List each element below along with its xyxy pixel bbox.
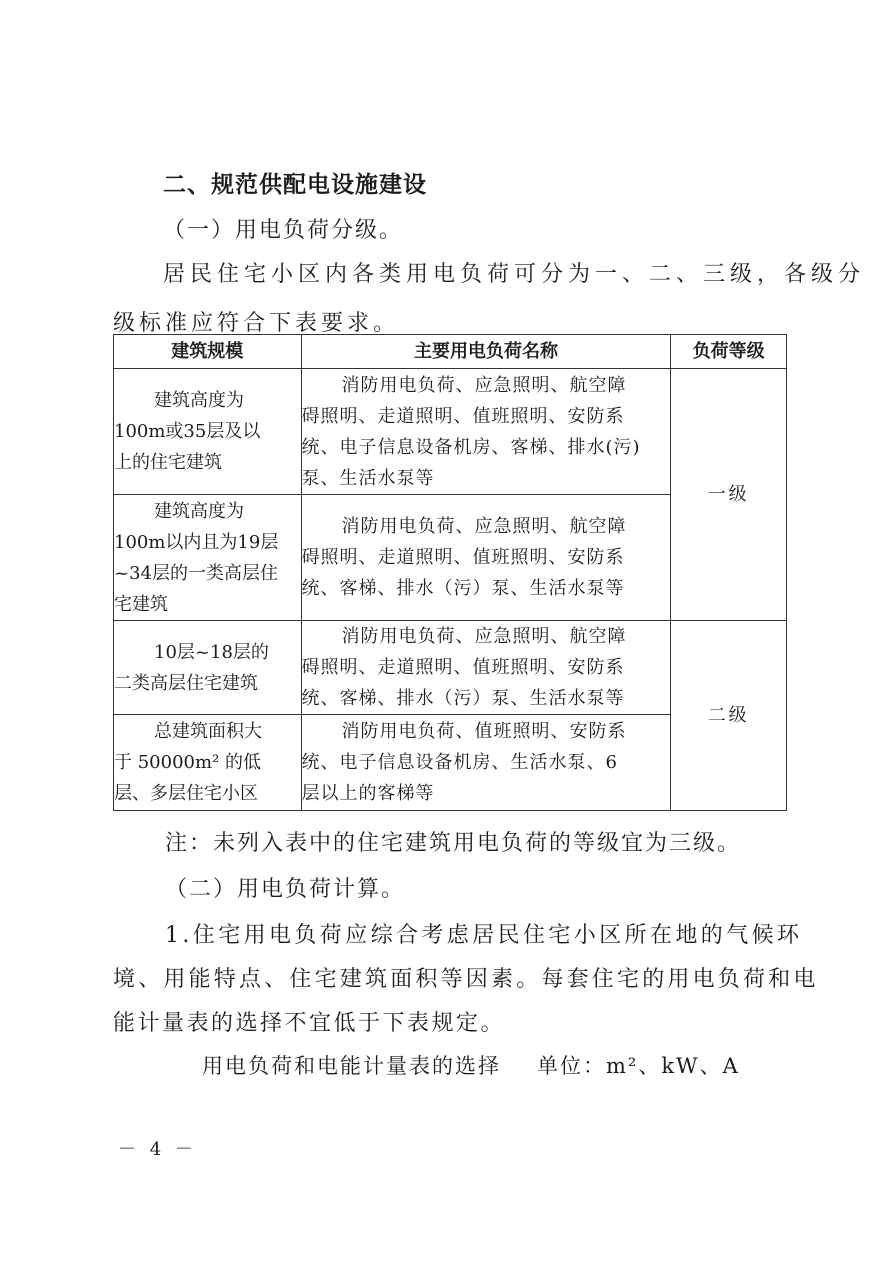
building-scale-cell	[114, 621, 302, 715]
load-names-cell	[301, 495, 671, 621]
scale-line: 建筑高度为	[154, 500, 244, 522]
header-building-scale: 建筑规模	[114, 335, 302, 369]
names-line: 泵、生活水泵等	[301, 467, 435, 489]
names-line: 统、电子信息设备机房、客梯、排水(污)	[301, 436, 641, 458]
scale-line: 建筑高度为	[154, 390, 244, 411]
intro-paragraph-line-1: 居民住宅小区内各类用电负荷可分为一、二、三级，各级分	[163, 262, 866, 287]
names-line: 碍照明、走道照明、值班照明、安防系	[301, 657, 625, 678]
caption-title: 用电负荷和电能计量表的选择	[202, 1054, 501, 1078]
building-scale-cell	[114, 369, 302, 495]
names-line: 消防用电负荷、值班照明、安防系	[341, 721, 627, 742]
section-title: 二、规范供配电设施建设	[163, 172, 427, 198]
scale-line: 10层~18层的	[154, 641, 269, 663]
header-load-names: 主要用电负荷名称	[301, 335, 671, 369]
names-line: 统、客梯、排水（污）泵、生活水泵等	[301, 688, 625, 709]
page-number: － 4 －	[118, 1139, 197, 1160]
table-note: 注：未列入表中的住宅建筑用电负荷的等级宜为三级。	[165, 831, 742, 856]
table-header-row	[114, 335, 787, 369]
scale-line: 二类高层住宅建筑	[114, 672, 258, 694]
names-line: 碍照明、走道照明、值班照明、安防系	[301, 405, 625, 427]
scale-line: 层、多层住宅小区	[114, 783, 258, 804]
names-line: 碍照明、走道照明、值班照明、安防系	[301, 547, 625, 568]
table-row	[114, 369, 787, 495]
scale-line: ~34层的一类高层住	[114, 562, 278, 584]
names-line: 消防用电负荷、应急照明、航空障	[341, 374, 627, 396]
table-caption	[202, 1050, 740, 1080]
calculation-paragraph-line-2: 境、用能特点、住宅建筑面积等因素。每套住宅的用电负荷和电	[113, 967, 819, 992]
table-row	[114, 621, 787, 715]
caption-unit: 单位：m²、kW、A	[537, 1054, 740, 1078]
calculation-paragraph-line-3: 能计量表的选择不宜低于下表规定。	[113, 1011, 506, 1036]
load-names-cell	[301, 621, 671, 715]
calculation-paragraph-line-1: 1.住宅用电负荷应综合考虑居民住宅小区所在地的气候环	[165, 923, 803, 948]
scale-line: 总建筑面积大	[154, 721, 262, 742]
scale-line: 100m以内且为19层	[114, 531, 279, 553]
load-grading-table	[113, 334, 787, 811]
subsection-heading-load-grading: （一）用电负荷分级。	[163, 218, 404, 243]
names-line: 消防用电负荷、应急照明、航空障	[341, 626, 627, 647]
building-scale-cell	[114, 715, 302, 811]
names-line: 统、客梯、排水（污）泵、生活水泵等	[301, 578, 625, 599]
subsection-heading-load-calculation: （二）用电负荷计算。	[165, 877, 406, 902]
scale-line: 宅建筑	[114, 593, 168, 615]
load-names-cell	[301, 369, 671, 495]
names-line: 消防用电负荷、应急照明、航空障	[341, 516, 627, 537]
scale-line: 100m或35层及以	[114, 421, 261, 442]
load-level-cell: 二级	[671, 621, 787, 811]
scale-line: 于 50000m² 的低	[114, 752, 261, 773]
names-line: 统、电子信息设备机房、生活水泵、6	[301, 752, 618, 773]
scale-line: 上的住宅建筑	[114, 452, 222, 473]
building-scale-cell	[114, 495, 302, 621]
load-level-cell: 一级	[671, 369, 787, 621]
load-names-cell	[301, 715, 671, 811]
names-line: 层以上的客梯等	[301, 783, 435, 804]
header-load-level: 负荷等级	[671, 335, 787, 369]
intro-paragraph-line-2: 级标准应符合下表要求。	[113, 311, 400, 336]
